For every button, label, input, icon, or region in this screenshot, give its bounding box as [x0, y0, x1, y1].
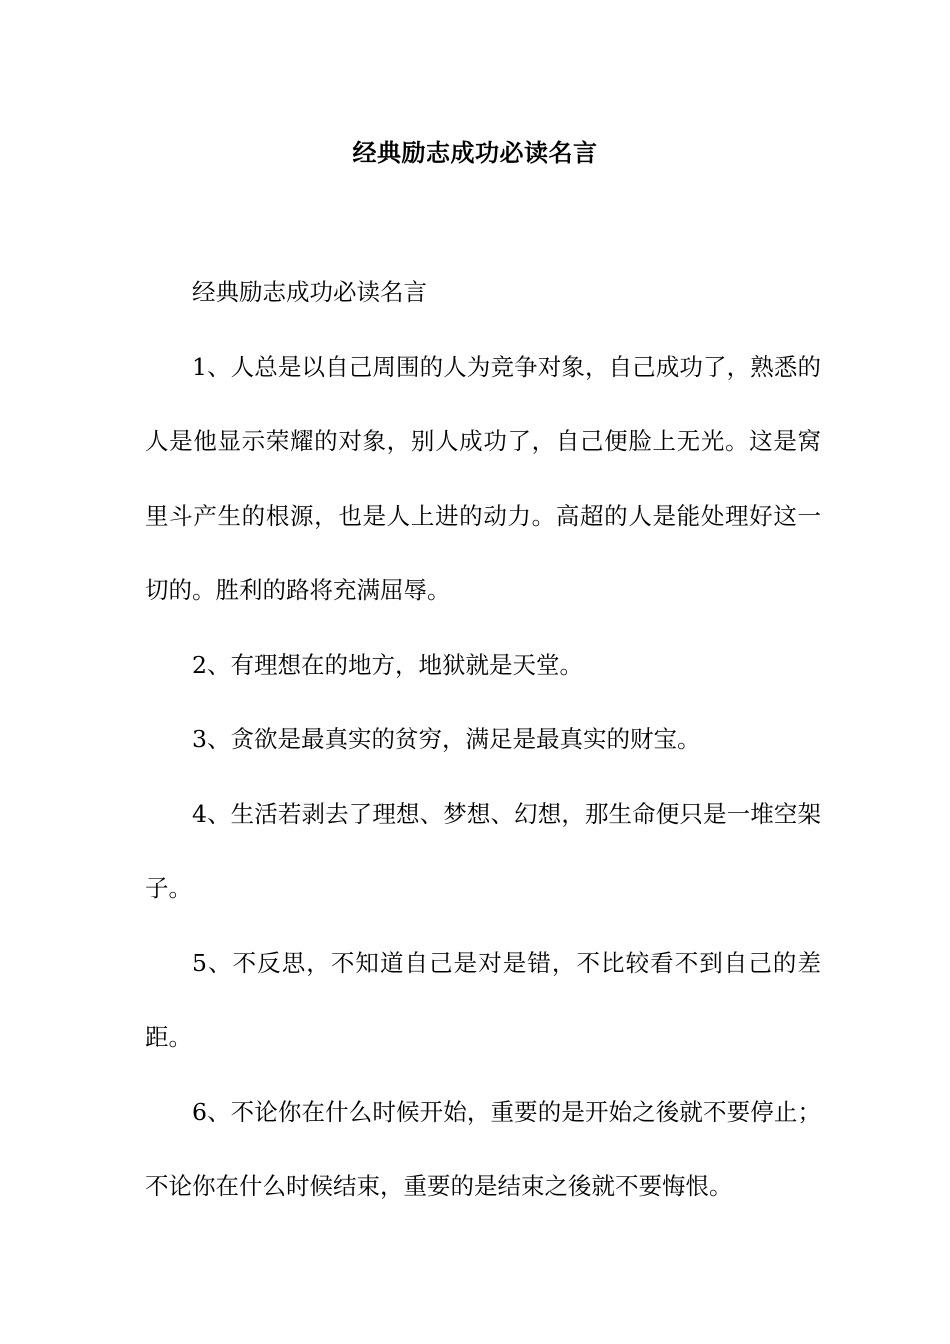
paragraph-quote-6: 6、不论你在什么时候开始，重要的是开始之後就不要停止；不论你在什么时候结束，重要的是结束之後就不要悔恨。 [145, 1097, 821, 1200]
paragraph-quote-2: 2、有理想在的地方，地狱就是天堂。 [192, 650, 583, 679]
paragraph-quote-4: 4、生活若剥去了理想、梦想、幻想，那生命便只是一堆空架子。 [145, 799, 821, 902]
document-title: 经典励志成功必读名言 [352, 138, 598, 167]
paragraph-quote-5: 5、不反思，不知道自己是对是错，不比较看不到自己的差距。 [145, 948, 821, 1051]
paragraph-heading: 经典励志成功必读名言 [192, 278, 427, 306]
paragraph-quote-1: 1、人总是以自己周围的人为竞争对象，自己成功了，熟悉的人是他显示荣耀的对象，别人成功了，自己便脸上无光。这是窝里斗产生的根源，也是人上进的动力。高超的人是能处理好这一切的。胜利的路将充满屈辱。 [145, 352, 821, 604]
document-body [145, 255, 821, 1224]
paragraph-quote-3: 3、贪欲是最真实的贫穷，满足是最真实的财宝。 [192, 725, 701, 753]
